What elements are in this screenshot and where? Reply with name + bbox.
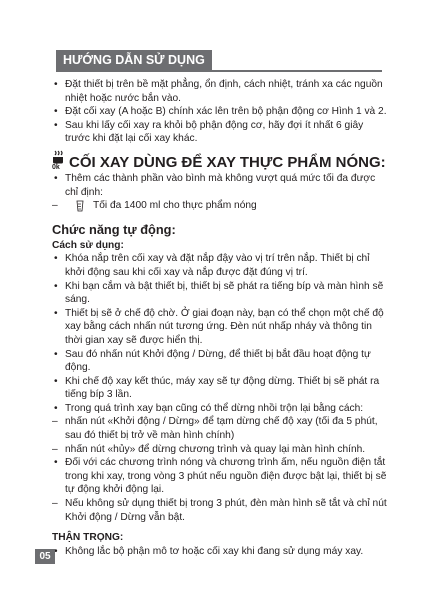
hot-food-heading xyxy=(52,150,387,172)
content xyxy=(52,78,387,558)
usage-dash-item: – nhấn nút «Khởi động / Dừng» để tạm dừng chế độ xay (tối đa 5 phút, sau đó thiết bị trở về màn hình chính) xyxy=(52,415,387,442)
auto-function-title: Chức năng tự động: xyxy=(52,221,176,237)
usage-item: • Sau đó nhấn nút Khởi động / Dừng, để thiết bị bắt đầu hoạt động tự động. xyxy=(52,348,387,375)
header-rule xyxy=(56,70,382,72)
intro-item: • Đặt cối xay (A hoặc B) chính xác lên trên bộ phận động cơ Hình 1 và 2. xyxy=(52,105,387,119)
usage-item: • Thiết bị sẽ ở chế độ chờ. Ở giai đoạn này, bạn có thể chọn một chế độ xay bằng cách nhấn nút tương ứng. Đèn nút nhấp nháy và thông tin thời gian xay sẽ được hiển thị. xyxy=(52,307,387,348)
warning-title: THẬN TRỌNG: xyxy=(52,532,124,544)
usage-item: • Khóa nắp trên cối xay và đặt nắp đậy vào vị trí trên nắp. Thiết bị chỉ khởi động sau khi cối xay và nắp được đặt đúng vị trí. xyxy=(52,252,387,279)
usage-item: • Khi chế độ xay kết thúc, máy xay sẽ tự động dừng. Thiết bị sẽ phát ra tiếng bíp 3 lần. xyxy=(52,375,387,402)
hot-food-title: CỐI XAY DÙNG ĐỂ XAY THỰC PHẨM NÓNG: xyxy=(69,153,386,171)
section-header: HƯỚNG DẪN SỬ DỤNG xyxy=(56,50,212,71)
measuring-cup-icon xyxy=(75,200,85,212)
usage-item: • Đối với các chương trình nóng và chương trình ấm, nếu nguồn điện tắt trong khi xay, trong vòng 3 phút nếu nguồn điện được bật lại, thiết bị sẽ tự động khởi động lại. xyxy=(52,456,387,497)
hot-food-icon-label: 0k xyxy=(52,163,60,171)
intro-item: • Sau khi lấy cối xay ra khỏi bộ phận động cơ, hãy đợi ít nhất 6 giây trước khi đặt lại cối xay khác. xyxy=(52,119,387,146)
max-capacity-text: – Tối đa 1400 ml cho thực phẩm nóng xyxy=(93,200,257,212)
usage-item: • Trong quá trình xay bạn cũng có thể dừng nhồi trộn lại bằng cách: xyxy=(52,402,387,416)
hot-food-item: • Thêm các thành phần vào bình mà không vượt quá mức tối đa được chỉ định: xyxy=(52,172,387,199)
warning-item: • Không lắc bộ phận mô tơ hoặc cối xay khi đang sử dụng máy xay. xyxy=(52,545,387,559)
usage-subtitle: Cách sử dụng: xyxy=(52,239,124,251)
max-capacity-note xyxy=(52,199,387,213)
usage-dash-item: – nhấn nút «hủy» để dừng chương trình và quay lại màn hình chính. xyxy=(52,443,387,457)
page-number: 05 xyxy=(35,549,55,564)
usage-dash-item: – Nếu không sử dụng thiết bị trong 3 phút, đèn màn hình sẽ tắt và chỉ nút Khởi động / Dừng vẫn bật. xyxy=(52,497,387,524)
usage-item: • Khi bạn cắm và bật thiết bị, thiết bị sẽ phát ra tiếng bíp và màn hình sẽ sáng. xyxy=(52,280,387,307)
hot-food-icon xyxy=(52,150,67,172)
intro-item: • Đặt thiết bị trên bề mặt phẳng, ổn định, cách nhiệt, tránh xa các nguồn nhiệt hoặc nước bắn vào. xyxy=(52,78,387,105)
